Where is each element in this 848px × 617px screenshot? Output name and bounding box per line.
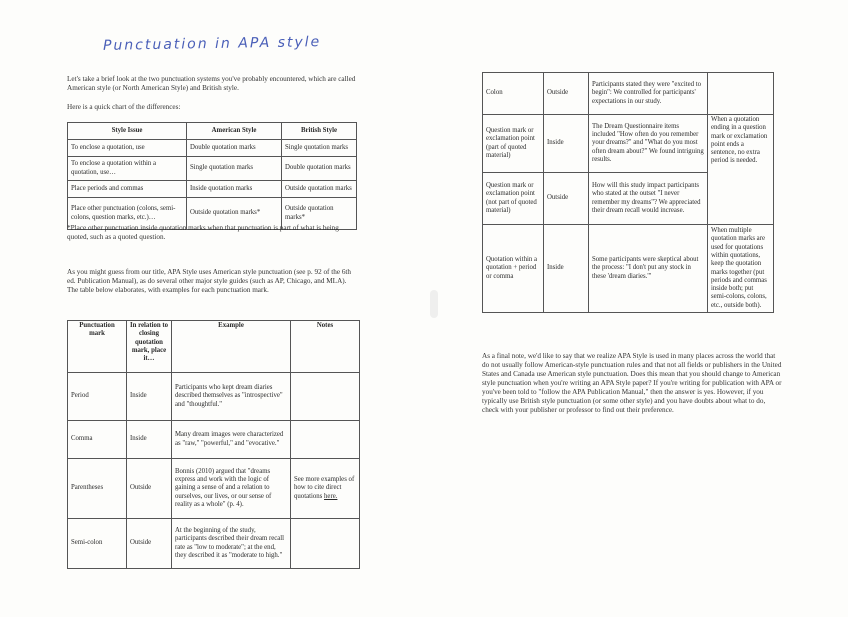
table-row: [483, 115, 774, 173]
header-example: Example: [172, 321, 291, 373]
header-place: In relation to closing quotation mark, place it…: [127, 321, 172, 373]
cell: Period: [68, 373, 127, 421]
table-row: [483, 225, 774, 313]
table-row: [483, 73, 774, 115]
cell: To enclose a quotation, use: [68, 140, 187, 157]
chart-intro: Here is a quick chart of the differences:: [67, 103, 181, 111]
cell: Many dream images were characterized as "raw," "powerful," and "evocative.": [172, 421, 291, 459]
here-link[interactable]: here.: [324, 492, 338, 500]
cell: Double quotation marks: [187, 140, 282, 157]
cell: How will this study impact participants who stated at the outset "I never remember my dreams"? We appreciated their dream recall would increase.: [589, 173, 708, 225]
cell: When multiple quotation marks are used for quotations within quotations, keep the quotation marks together (put periods and commas inside both; put semi-colons, colons, etc., outside both).: [708, 225, 774, 313]
cell: Outside quotation marks*: [187, 198, 282, 230]
cell: Single quotation marks: [282, 140, 357, 157]
cell: Participants who kept dream diaries described themselves as "introspective" and "thoughtful.": [172, 373, 291, 421]
notes-text: See more examples of how to cite direct quotations: [294, 476, 355, 500]
punctuation-table: [67, 320, 360, 569]
cell: Quotation within a quotation + period or comma: [483, 225, 544, 313]
cell: Parentheses: [68, 459, 127, 519]
cell: When a quotation ending in a question mark or exclamation point ends a sentence, no extra period is needed.: [708, 115, 774, 225]
cell: To enclose a quotation within a quotation, use…: [68, 157, 187, 181]
intro-paragraph: Let's take a brief look at the two punctuation systems you've probably encountered, which are called American style (or North American Style) and British style.: [67, 75, 356, 92]
footnote: *Place other punctuation inside quotation marks when that punctuation is part of what is being quoted, such as a quoted question.: [67, 224, 339, 241]
cell: Single quotation marks: [187, 157, 282, 181]
cell: Participants stated they were "excited to begin": We controlled for participants' expectations in our study.: [589, 73, 708, 115]
table-row: [68, 459, 360, 519]
table-row: [68, 140, 357, 157]
cell: [291, 373, 360, 421]
cell: Outside: [127, 519, 172, 569]
cell: Double quotation marks: [282, 157, 357, 181]
cell: Outside: [544, 73, 589, 115]
differences-table: [67, 122, 357, 230]
cell: Outside quotation marks: [282, 181, 357, 198]
cell: Colon: [483, 73, 544, 115]
cell: Inside: [544, 115, 589, 173]
table-row: [68, 373, 360, 421]
cell: Outside: [127, 459, 172, 519]
header-american: American Style: [187, 123, 282, 140]
cell: Question mark or exclamation point (part of quoted material): [483, 115, 544, 173]
cell: Place other punctuation (colons, semi-colons, question marks, etc.)…: [68, 198, 187, 230]
cell: Inside: [127, 421, 172, 459]
notes-cell: [291, 459, 360, 519]
cell: Inside: [127, 373, 172, 421]
continued-table: [482, 72, 774, 313]
table-row: [68, 421, 360, 459]
header-british: British Style: [282, 123, 357, 140]
cell: At the beginning of the study, participants described their dream recall rate as "low to moderate"; at the end, they described it as "moderate to high.": [172, 519, 291, 569]
page-title: Punctuation in APA style: [102, 34, 322, 54]
cell: Inside quotation marks: [187, 181, 282, 198]
cell: Some participants were skeptical about the process: "I don't put any stock in these 'dream diaries.'": [589, 225, 708, 313]
cell: Inside: [544, 225, 589, 313]
header-notes: Notes: [291, 321, 360, 373]
table-row: [68, 181, 357, 198]
table-row: [68, 519, 360, 569]
table-row: [68, 157, 357, 181]
guess-paragraph: As you might guess from our title, APA Style uses American style punctuation (see p. 92 of the 6th ed. Publication Manual), as do several other major style guides (such as AP, Chicago, and MLA). The table below elaborates, with examples for each punctuation mark.: [67, 268, 352, 294]
cell: Bonnis (2010) argued that "dreams express and work with the logic of gaining a sense of and a relation to ourselves, our lives, or our sense of reality as a whole" (p. 4).: [172, 459, 291, 519]
cell: [708, 73, 774, 115]
header-style-issue: Style Issue: [68, 123, 187, 140]
cell: Place periods and commas: [68, 181, 187, 198]
final-paragraph: As a final note, we'd like to say that we realize APA Style is used in many places across the world that do not usually follow American-style punctuation rules and that not all fields or publishers in the United States and Canada use American style punctuation. Does this mean that you should change to American style punctuation when you're writing an APA Style paper? If you're writing for publication with APA or you've been told to "follow the APA Publication Manual," then the answer is yes. However, if you typically use British style punctuation (or some other style) and you have doubts about what to do, check with your publisher or professor to find out their preference.: [482, 352, 782, 414]
cell: [291, 421, 360, 459]
cell: Outside quotation marks*: [282, 198, 357, 230]
cell: Outside: [544, 173, 589, 225]
cell: Semi-colon: [68, 519, 127, 569]
cell: Question mark or exclamation point (not part of quoted material): [483, 173, 544, 225]
header-mark: Punctuation mark: [68, 321, 127, 373]
cell: Comma: [68, 421, 127, 459]
cell: The Dream Questionnaire items included "How often do you remember your dreams?" and "What do you most often dream about?" We found intriguing results.: [589, 115, 708, 173]
right-page: [424, 0, 848, 617]
cell: [291, 519, 360, 569]
